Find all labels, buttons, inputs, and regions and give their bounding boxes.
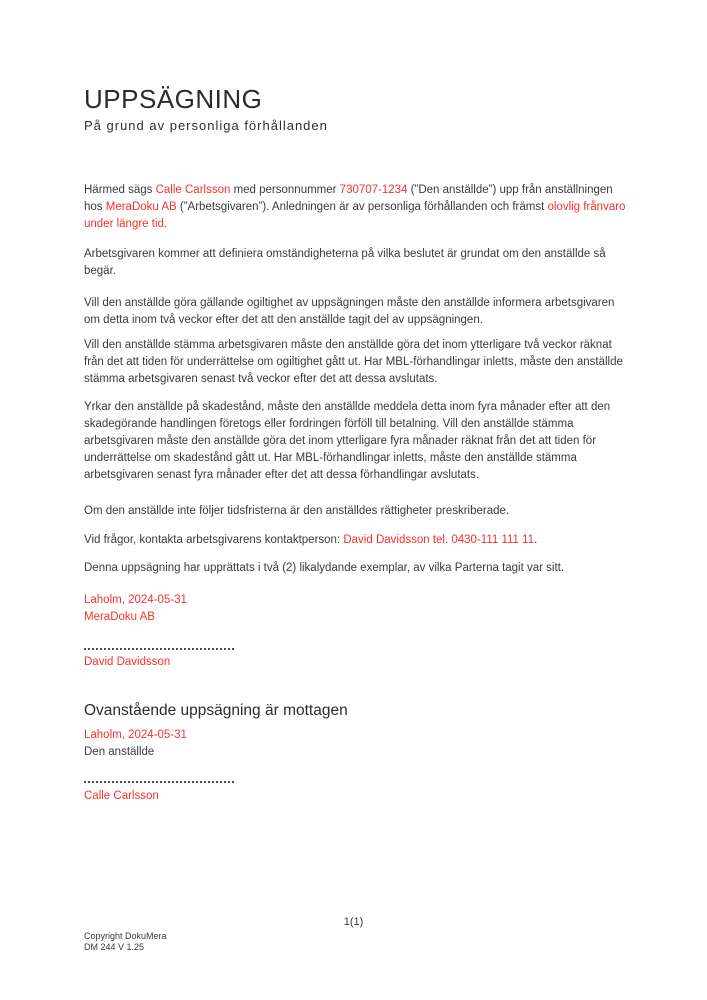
employee-signature-line: [84, 781, 234, 783]
contact-period: .: [534, 534, 538, 546]
employer-signatory-name: David Davidsson: [84, 656, 171, 668]
document-title: UPPSÄGNING: [84, 84, 263, 114]
page-number: 1(1): [343, 916, 364, 928]
employee-name: Calle Carlsson: [155, 184, 231, 196]
intro-text-3: (”Den anställde”) upp från anställningen hos: [84, 184, 613, 213]
termination-reason: olovlig frånvaro under längre tid.: [84, 201, 626, 230]
employer-signature-block: [84, 592, 632, 626]
footer-copyright-block: [84, 931, 632, 953]
employer-name: MeraDoku AB: [105, 201, 177, 213]
paragraph-sue-two-weeks: Vill den anställde stämma arbetsgivaren måste den anställde göra det inom ytterligare två veckor räknat från det att tiden för underrättelse om ogiltighet gått ut. Har MBL-förhandlingar inletts, måste den anställde stämma arbetsgivaren senast två veckor efter det att dessa avslutats.: [84, 339, 623, 385]
footer-copyright: Copyright DokuMera: [84, 931, 167, 941]
employee-signatory-name: Calle Carlsson: [84, 790, 159, 802]
employer-place-date: Laholm, 2024-05-31: [84, 594, 187, 606]
footer-version: DM 244 V 1.25: [84, 942, 145, 952]
employer-company-name: MeraDoku AB: [84, 611, 155, 623]
paragraph-damages: Yrkar den anställde på skadestånd, måste den anställde meddela detta inom fyra månader efter att den skadegörande handlingen företogs eller fordringen förföll till betalning. Vill den anställde stämma arbetsgivaren måste den anställde göra det inom ytterligare fyra månader räknat från det att tiden för underrättelse om skadestånd gått ut. Har MBL-förhandlingar inletts, måste den anställde stämma arbetsgivaren senast fyra månader efter det att dessa förhandlingar avslutats.: [84, 401, 611, 481]
document-subtitle: På grund av personliga förhållanden: [84, 118, 328, 133]
paragraph-intro: [84, 182, 632, 233]
contact-person: David Davidsson tel. 0430-111 111 11: [343, 534, 535, 546]
paragraph-circumstances: Arbetsgivaren kommer att definiera omständigheterna på vilka beslutet är grundat om den anställde så begär.: [84, 248, 606, 277]
intro-text-2: med personnummer: [230, 184, 340, 196]
intro-text-1: Härmed sägs: [84, 184, 156, 196]
receipt-role-label: Den anställde: [84, 746, 155, 758]
paragraph-contact: [84, 532, 632, 549]
paragraph-invalidity-notice: Vill den anställde göra gällande ogiltighet av uppsägningen måste den anställde informera arbetsgivaren om detta inom två veckor efter det att den anställde tagit del av uppsägningen.: [84, 297, 615, 326]
receipt-heading: Ovanstående uppsägning är mottagen: [84, 702, 348, 719]
receipt-place-date: Laholm, 2024-05-31: [84, 729, 187, 741]
personal-number: 730707-1234: [339, 184, 408, 196]
paragraph-copies: Denna uppsägning har upprättats i två (2) likalydande exemplar, av vilka Parterna tagit var sitt.: [84, 562, 565, 574]
intro-text-4: (”Arbetsgivaren”). Anledningen är av personliga förhållanden och främst: [176, 201, 548, 213]
paragraph-deadlines: Om den anställde inte följer tidsfristerna är den anställdes rättigheter preskriberade.: [84, 505, 510, 517]
employer-signature-line: [84, 648, 234, 650]
contact-text: Vid frågor, kontakta arbetsgivarens kontaktperson:: [84, 534, 344, 546]
